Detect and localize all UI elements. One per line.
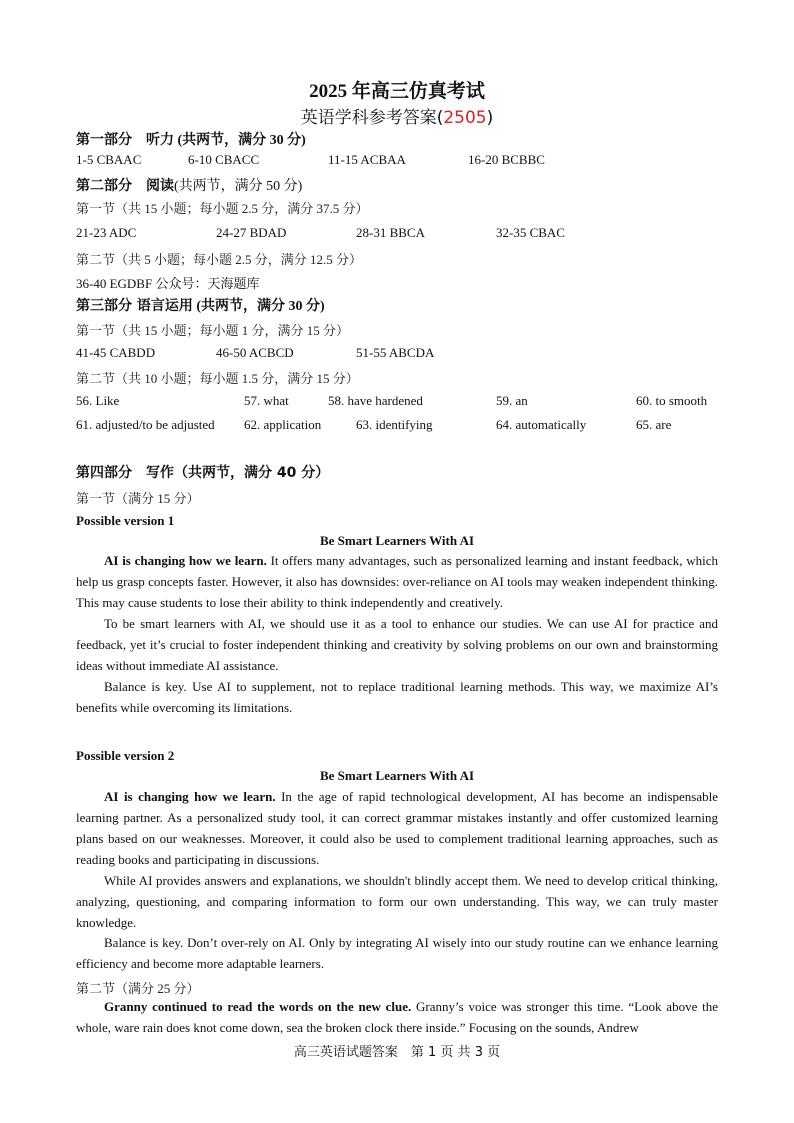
section2-body: Granny’s voice was stronger this time. “Look above the whole, ware rain does knot come down, sea the broken clock there inside.” Focusing on the sounds, Andrew [76,999,718,1035]
part3-section2-note: 第二节（共 10 小题；每小题 1.5 分，满分 15 分） [76,371,359,386]
version1-paragraph2: To be smart learners with AI, we should use it as a tool to enhance our studies. We can use AI for practice and feedback, yet it’s crucial to foster independent thinking and creativity by solving problems on our own and brainstorming ideas without immediate AI assistance. [76,616,718,673]
version1-title: Be Smart Learners With AI [319,533,475,548]
part3-heading [76,295,325,315]
part1-tail: (共两节，满分 30 分) [174,133,306,148]
answer-62: 62. application [244,417,322,432]
version2-paragraph2: While AI provides answers and explanations, we shouldn't blindly accept them. We need to develop critical thinking, analyzing, questioning, and comparing information to form our own understanding. This way, we can truly master knowledge. [76,873,718,930]
answer-58: 58. have hardened [328,393,423,408]
answer-51-55: 51-55 ABCDA [356,345,435,360]
part2-heading [76,175,302,195]
answer-6-10: 6-10 CBACC [188,152,260,167]
part2-tail: (共两节，满分 50 分) [174,179,303,194]
subtitle-close: ) [486,108,494,128]
subtitle-text: 英语学科参考答案( [300,108,444,128]
version1-paragraph1 [76,550,718,613]
version2-paragraph3: Balance is key. Don’t over-rely on AI. Only by integrating AI wisely into our study routine can we enhance learning efficiency and become more adaptable learners. [76,935,718,971]
part1-heading [76,129,306,149]
answer-46-50: 46-50 ACBCD [216,345,294,360]
part2-section1-note: 第一节（共 15 小题；每小题 2.5 分，满分 37.5 分） [76,201,369,216]
answer-1-5: 1-5 CBAAC [76,152,142,167]
version1-p1-body: It offers many advantages, such as personalized learning and instant feedback, which help us grasp concepts faster. However, it also has downsides: over-reliance on AI tools may weaken independent thinking. This may cause students to lose their ability to think independently and creatively. [76,553,718,610]
part3-tail: (共两节，满分 30 分) [192,299,325,314]
answer-28-31: 28-31 BBCA [356,225,425,240]
section2-paragraph [76,996,718,1038]
part2-section2-note: 第二节（共 5 小题；每小题 2.5 分，满分 12.5 分） [76,252,363,267]
part4-heading: 第四部分 写作（共两节，满分 40 分） [76,465,330,481]
exam-code: 2505 [443,108,487,128]
answer-16-20: 16-20 BCBBC [468,152,545,167]
version2-label: Possible version 2 [76,748,175,763]
part2-title: 第二部分 阅读 [76,178,174,194]
version1-lead: AI is changing how we learn. [104,553,267,568]
part3-section1-note: 第一节（共 15 小题；每小题 1 分，满分 15 分） [76,323,350,338]
version1-paragraph3: Balance is key. Use AI to supplement, not to replace traditional learning methods. This way, we maximize AI’s benefits while overcoming its limitations. [76,679,718,715]
section2-lead: Granny continued to read the words on the new clue. [104,999,412,1014]
answer-36-40: 36-40 EGDBF 公众号：天海题库 [76,276,260,291]
answer-65: 65. are [636,417,672,432]
part4-section2-note: 第二节（满分 25 分） [76,981,200,996]
page-title: 2025 年高三仿真考试 [309,81,485,102]
page-subtitle [0,103,794,128]
version2-p1-body: In the age of rapid technological development, AI has become an indispensable learning partner. As a personalized study tool, it can correct grammar mistakes instantly and offer customized learning plans based on our weaknesses. Moreover, it could also be used to complement traditional learning approaches, such as reading books and participating in discussions. [76,789,718,867]
page-footer: 高三英语试题答案 第 1 页 共 3 页 [293,1045,501,1060]
version2-paragraph1 [76,786,718,870]
part4-section1-note: 第一节（满分 15 分） [76,491,200,506]
answer-59: 59. an [496,393,528,408]
part1-title: 第一部分 听力 [76,132,174,148]
version1-label: Possible version 1 [76,513,175,528]
answer-64: 64. automatically [496,417,587,432]
version2-title: Be Smart Learners With AI [319,768,475,783]
version2-lead: AI is changing how we learn. [104,789,276,804]
answer-21-23: 21-23 ADC [76,225,137,240]
part3-title: 第三部分 语言运用 [76,298,193,314]
answer-61: 61. adjusted/to be adjusted [76,417,215,432]
answer-56: 56. Like [76,393,120,408]
answer-24-27: 24-27 BDAD [216,225,287,240]
answer-11-15: 11-15 ACBAA [328,152,406,167]
answer-32-35: 32-35 CBAC [496,225,565,240]
answer-41-45: 41-45 CABDD [76,345,156,360]
answer-60: 60. to smooth [636,393,708,408]
answer-57: 57. what [244,393,289,408]
answer-63: 63. identifying [356,417,433,432]
